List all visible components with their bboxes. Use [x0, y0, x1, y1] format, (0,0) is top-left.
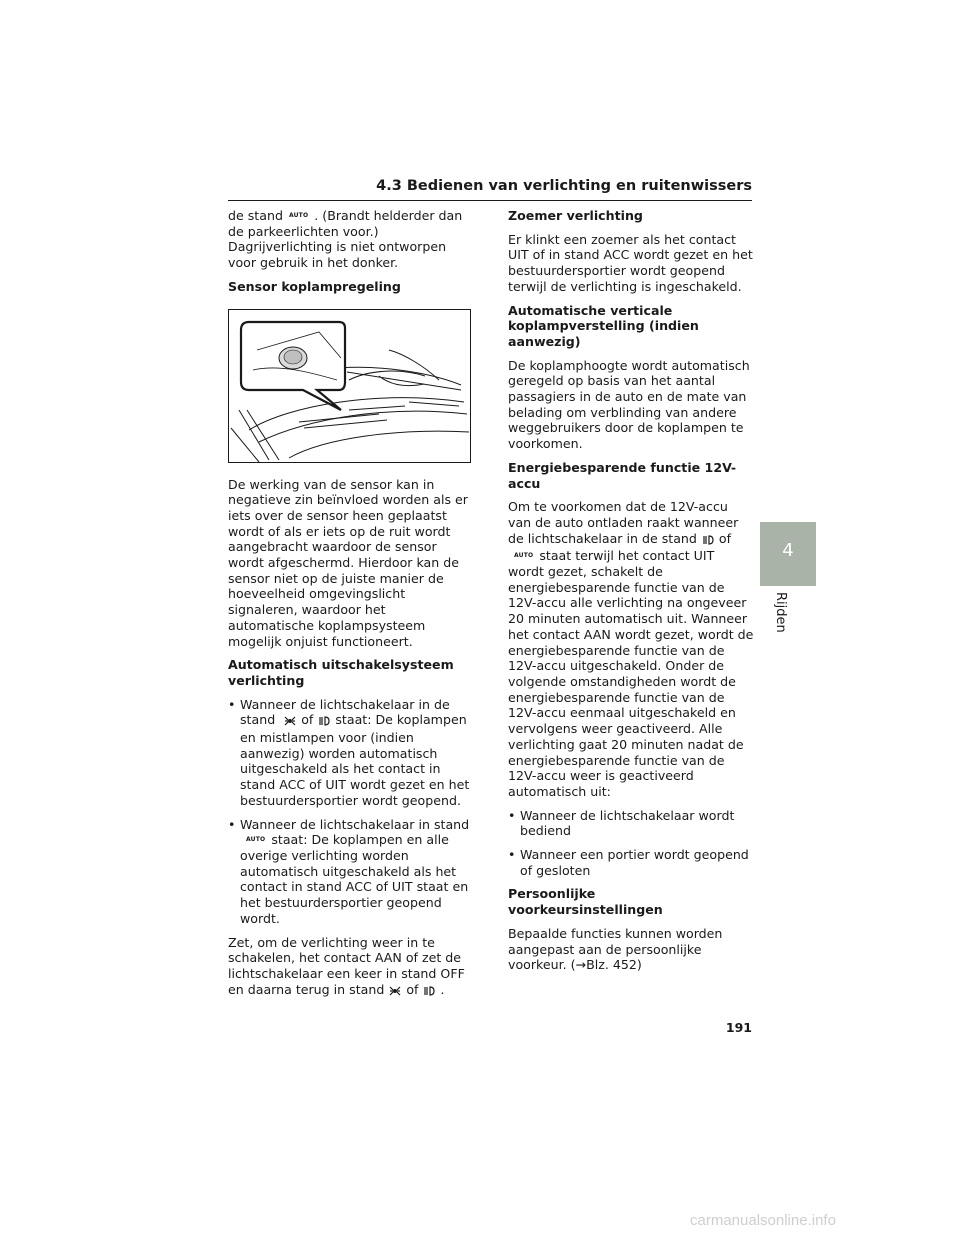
- right-column: [508, 208, 754, 981]
- personal-heading: Persoonlijke voorkeursinstellingen: [508, 886, 663, 918]
- leveling-heading: Automatische verticale koplampverstelling (indien aanwezig): [508, 302, 699, 349]
- headlight-icon: [702, 533, 714, 549]
- list-item: • Wanneer de lichtschakelaar in de stand of staat: De koplampen en mistlampen voor (indien aanwezig) worden automatisch uitgeschakeld als het contact in stand ACC of UIT wordt gezet en het bestuurdersportier wordt geopend.: [228, 696, 470, 808]
- buzzer-heading: Zoemer verlichting: [508, 208, 643, 223]
- chapter-label: Rijden: [773, 592, 788, 633]
- sensor-text: De werking van de sensor kan in negatieve zin beïnvloed worden als er iets over de sensor heen geplaatst wordt of als er iets op de ruit wordt aangebracht waardoor de sensor wordt afgeschermd. Hierdoor kan de sensor niet op de juiste manier de hoeveelheid omgevingslicht signaleren, waardoor het automatische koplampsysteem mogelijk onjuist functioneert.: [228, 476, 468, 649]
- list-item: • Wanneer een portier wordt geopend of gesloten: [508, 847, 749, 878]
- chapter-number: 4: [782, 540, 794, 561]
- list-item: • Wanneer de lichtschakelaar in standAUTO staat: De koplampen en alle overige verlichting worden automatisch uitgeschakeld als het contact in stand ACC of UIT staat en het bestuurdersportier geopend wordt.: [228, 816, 470, 926]
- buzzer-text: Er klinkt een zoemer als het contact UIT of in stand ACC wordt gezet en het bestuurdersportier wordt geopend terwijl de verlichting is ingeschakeld.: [508, 231, 753, 294]
- header-rule: [228, 200, 752, 201]
- headlight-icon: [318, 714, 330, 730]
- headlight-icon: [423, 984, 435, 1000]
- parking-light-icon: [284, 714, 296, 730]
- intro-paragraph: de stand AUTO . (Brandt helderder dan de parkeerlichten voor.) Dagrijverlichting is niet ontworpen voor gebruik in het donker.: [228, 208, 463, 271]
- section-header: 4.3 Bedienen van verlichting en ruitenwissers: [376, 178, 752, 194]
- bullet-dot: •: [228, 696, 236, 712]
- page-number: 191: [725, 1020, 752, 1035]
- leveling-text: De koplamphoogte wordt automatisch geregeld op basis van het aantal passagiers in de auto en de mate van belading om verblinding van andere weggebruikers door de koplampen te voorkomen.: [508, 357, 750, 452]
- bullet-dot: •: [228, 816, 236, 832]
- closing-paragraph: Zet, om de verlichting weer in te schakelen, het contact AAN of zet de lichtschakelaar een keer in stand OFF en daarna terug in stand of .: [228, 935, 474, 1000]
- parking-light-icon: [389, 984, 401, 1000]
- auto-icon: AUTO: [246, 836, 266, 844]
- watermark: carmanualsonline.info: [690, 1212, 836, 1229]
- auto-icon: AUTO: [288, 212, 309, 219]
- bullet-dot: •: [508, 807, 516, 823]
- sensor-heading: Sensor koplampregeling: [228, 278, 401, 294]
- bullet-dot: •: [508, 847, 516, 863]
- energy-heading: Energiebesparende functie 12V-accu: [508, 459, 737, 491]
- energy-text: Om te voorkomen dat de 12V-accu van de auto ontladen raakt wanneer de lichtschakelaar in de stand ofAUTO staat terwijl het contact UIT wordt gezet, schakelt de energiebesparende functie van de 12V-accu alle verlichting na ongeveer 20 minuten automatisch uit. Wanneer het contact AAN wordt gezet, wordt de energiebesparende functie van de 12V-accu uitgeschakeld. Onder de volgende omstandigheden wordt de energiebesparende functie van de 12V-accu eenmaal uitgeschakeld en vervolgens weer geactiveerd. Alle verlichting gaat 20 minuten nadat de energiebesparende functie van de 12V-accu weer is geactiveerd automatisch uit:: [508, 499, 754, 799]
- sensor-illustration: [228, 309, 471, 463]
- personal-text: Bepaalde functies kunnen worden aangepast aan de persoonlijke voorkeur. (→Blz. 452): [508, 925, 723, 973]
- windshield-sensor-drawing: [229, 310, 470, 462]
- list-item: • Wanneer de lichtschakelaar wordt bediend: [508, 807, 735, 839]
- auto-off-heading: Automatisch uitschakelsysteem verlichting: [228, 657, 454, 688]
- auto-icon: AUTO: [514, 552, 534, 560]
- left-column: [228, 208, 474, 1007]
